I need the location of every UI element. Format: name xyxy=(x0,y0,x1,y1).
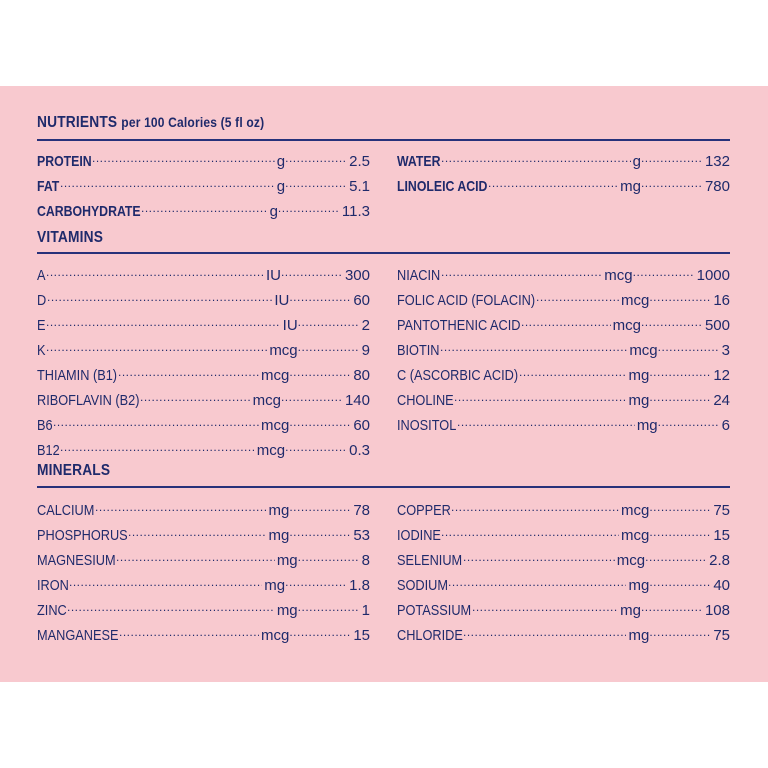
dot-leader xyxy=(440,335,627,355)
nutrient-unit: mcg xyxy=(604,267,633,284)
dot-leader xyxy=(641,310,703,330)
nutrient-value: 1000 xyxy=(696,267,730,284)
nutrient-row xyxy=(37,570,370,594)
nutrient-unit: mg xyxy=(276,602,298,619)
vitamins-rule xyxy=(37,252,730,254)
nutrient-name: CHOLINE xyxy=(397,392,454,409)
nutrient-name: INOSITOL xyxy=(397,417,457,434)
nutrient-value: 78 xyxy=(353,502,370,519)
nutrient-row xyxy=(397,146,730,170)
dot-leader xyxy=(298,335,360,355)
nutrient-unit: mg xyxy=(620,602,641,619)
nutrient-value: 132 xyxy=(704,153,730,170)
minerals-heading: MINERALS xyxy=(37,462,111,479)
dot-leader xyxy=(658,335,720,355)
dot-leader xyxy=(289,495,351,515)
dot-leader xyxy=(92,146,275,166)
dot-leader xyxy=(69,570,262,590)
dot-leader xyxy=(281,385,343,405)
nutrient-name: A xyxy=(37,267,46,284)
nutrient-name: D xyxy=(37,292,47,309)
dot-leader xyxy=(95,495,266,515)
dot-leader xyxy=(289,285,351,305)
nutrient-name: E xyxy=(37,317,46,334)
nutrient-unit: mg xyxy=(620,178,641,195)
nutrient-unit: mcg xyxy=(260,367,290,384)
dot-leader xyxy=(289,360,351,380)
nutrient-row xyxy=(37,335,370,359)
dot-leader xyxy=(536,285,619,305)
nutrient-value: 75 xyxy=(713,502,730,519)
nutrient-row xyxy=(37,146,370,170)
nutrients-title: NUTRIENTS xyxy=(37,114,118,131)
nutrient-row xyxy=(397,620,730,644)
dot-leader xyxy=(118,360,259,380)
nutrient-unit: mcg xyxy=(260,627,290,644)
nutrient-row xyxy=(37,310,370,334)
nutrient-value: 780 xyxy=(704,178,730,195)
vitamins-heading: VITAMINS xyxy=(37,229,104,246)
nutrient-name: IRON xyxy=(37,577,69,594)
dot-leader xyxy=(457,410,635,430)
dot-leader xyxy=(298,545,360,565)
nutrient-unit: mcg xyxy=(260,417,290,434)
nutrient-row xyxy=(37,285,370,309)
nutrient-value: 1.8 xyxy=(349,577,370,594)
nutrient-name: PROTEIN xyxy=(37,153,92,170)
nutrient-value: 2 xyxy=(361,317,370,334)
nutrient-value: 15 xyxy=(713,527,730,544)
nutrients-heading xyxy=(37,114,264,132)
dot-leader xyxy=(649,385,711,405)
dot-leader xyxy=(649,285,711,305)
nutrient-row xyxy=(37,520,370,544)
nutrient-unit: mg xyxy=(268,527,290,544)
nutrient-row xyxy=(37,620,370,644)
nutrient-name: BIOTIN xyxy=(397,342,440,359)
nutrient-row xyxy=(397,520,730,544)
nutrient-row xyxy=(37,260,370,284)
nutrient-name: RIBOFLAVIN (B2) xyxy=(37,392,140,409)
nutrient-row xyxy=(397,570,730,594)
dot-leader xyxy=(60,435,255,455)
nutrient-row xyxy=(37,171,370,195)
dot-leader xyxy=(454,385,626,405)
nutrient-name: CHLORIDE xyxy=(397,627,463,644)
dot-leader xyxy=(649,495,711,515)
nutrient-name: FOLIC ACID (FOLACIN) xyxy=(397,292,536,309)
nutrient-value: 300 xyxy=(344,267,370,284)
nutrient-row xyxy=(37,385,370,409)
nutrient-value: 80 xyxy=(353,367,370,384)
nutrient-row xyxy=(397,495,730,519)
dot-leader xyxy=(649,620,711,640)
dot-leader xyxy=(140,385,251,405)
nutrient-unit: g xyxy=(269,203,278,220)
nutrient-name: B12 xyxy=(37,442,60,459)
nutrient-unit: mg xyxy=(628,577,650,594)
nutrient-name: C (ASCORBIC ACID) xyxy=(397,367,519,384)
nutrient-unit: mcg xyxy=(620,527,650,544)
nutrient-value: 2.5 xyxy=(349,153,370,170)
dot-leader xyxy=(298,310,360,330)
nutrient-value: 108 xyxy=(704,602,730,619)
nutrient-name: NIACIN xyxy=(397,267,441,284)
nutrient-row xyxy=(397,545,730,569)
nutrient-row xyxy=(37,360,370,384)
dot-leader xyxy=(116,545,275,565)
nutrient-row xyxy=(397,360,730,384)
nutrient-unit: mcg xyxy=(252,392,281,409)
dot-leader xyxy=(521,310,611,330)
dot-leader xyxy=(141,196,268,216)
nutrient-unit: mg xyxy=(628,627,650,644)
nutrient-value: 6 xyxy=(721,417,730,434)
dot-leader xyxy=(53,410,259,430)
dot-leader xyxy=(451,495,619,515)
dot-leader xyxy=(289,520,351,540)
dot-leader xyxy=(60,171,275,191)
nutrient-name: SELENIUM xyxy=(397,552,463,569)
nutrient-value: 53 xyxy=(353,527,370,544)
nutrient-row xyxy=(37,495,370,519)
dot-leader xyxy=(285,171,347,191)
nutrient-name: IODINE xyxy=(397,527,441,544)
nutrient-unit: g xyxy=(276,153,286,170)
nutrient-unit: mg xyxy=(628,392,650,409)
nutrient-name: K xyxy=(37,342,46,359)
nutrient-name: B6 xyxy=(37,417,53,434)
nutrient-name: CARBOHYDRATE xyxy=(37,203,141,220)
dot-leader xyxy=(278,196,340,216)
dot-leader xyxy=(285,570,347,590)
nutrient-value: 140 xyxy=(344,392,370,409)
nutrient-value: 75 xyxy=(713,627,730,644)
dot-leader xyxy=(649,570,711,590)
nutrient-unit: mg xyxy=(268,502,290,519)
nutrient-row xyxy=(397,171,730,195)
nutrient-name: LINOLEIC ACID xyxy=(397,178,488,195)
nutrient-name: SODIUM xyxy=(397,577,448,594)
nutrient-value: 8 xyxy=(361,552,370,569)
nutrient-name: THIAMIN (B1) xyxy=(37,367,118,384)
nutrient-value: 5.1 xyxy=(349,178,370,195)
nutrient-unit: IU xyxy=(274,292,290,309)
nutrient-value: 2.8 xyxy=(709,552,730,569)
nutrient-name: ZINC xyxy=(37,602,67,619)
dot-leader xyxy=(285,146,347,166)
dot-leader xyxy=(649,520,711,540)
nutrient-row xyxy=(37,595,370,619)
nutrient-value: 12 xyxy=(713,367,730,384)
dot-leader xyxy=(441,146,631,166)
dot-leader xyxy=(641,146,703,166)
nutrient-row xyxy=(397,385,730,409)
nutrient-row xyxy=(397,260,730,284)
nutrient-name: CALCIUM xyxy=(37,502,95,519)
dot-leader xyxy=(46,310,281,330)
dot-leader xyxy=(119,620,259,640)
nutrient-row xyxy=(37,196,370,220)
dot-leader xyxy=(46,260,264,280)
dot-leader xyxy=(645,545,707,565)
dot-leader xyxy=(67,595,275,615)
nutrient-unit: mcg xyxy=(620,292,650,309)
dot-leader xyxy=(298,595,360,615)
nutrients-subtitle: per 100 Calories (5 fl oz) xyxy=(121,114,265,130)
dot-leader xyxy=(633,260,695,280)
nutrient-value: 16 xyxy=(713,292,730,309)
nutrient-row xyxy=(37,410,370,434)
nutrient-unit: mcg xyxy=(616,552,646,569)
nutrient-unit: mcg xyxy=(256,442,286,459)
nutrient-row xyxy=(37,545,370,569)
nutrient-unit: mcg xyxy=(612,317,641,334)
dot-leader xyxy=(519,360,626,380)
nutrient-name: MAGNESIUM xyxy=(37,552,116,569)
nutrient-value: 24 xyxy=(713,392,730,409)
dot-leader xyxy=(289,620,351,640)
nutrient-name: MANGANESE xyxy=(37,627,119,644)
nutrient-value: 15 xyxy=(353,627,370,644)
nutrient-row xyxy=(397,595,730,619)
dot-leader xyxy=(128,520,266,540)
nutrient-row xyxy=(37,435,370,459)
nutrient-unit: mcg xyxy=(620,502,650,519)
dot-leader xyxy=(641,595,703,615)
nutrient-value: 40 xyxy=(713,577,730,594)
nutrient-row xyxy=(397,335,730,359)
dot-leader xyxy=(472,595,618,615)
nutrient-unit: IU xyxy=(282,317,298,334)
nutrient-name: PHOSPHORUS xyxy=(37,527,128,544)
dot-leader xyxy=(281,260,343,280)
nutrient-value: 60 xyxy=(353,292,370,309)
nutrient-name: POTASSIUM xyxy=(397,602,472,619)
nutrient-value: 60 xyxy=(353,417,370,434)
nutrient-unit: mcg xyxy=(629,342,658,359)
dot-leader xyxy=(289,410,351,430)
minerals-rule xyxy=(37,486,730,488)
nutrient-unit: IU xyxy=(265,267,281,284)
dot-leader xyxy=(488,171,618,191)
nutrient-unit: mg xyxy=(636,417,658,434)
dot-leader xyxy=(46,335,267,355)
nutrient-value: 11.3 xyxy=(341,203,370,220)
nutrient-row xyxy=(397,310,730,334)
dot-leader xyxy=(641,171,703,191)
dot-leader xyxy=(441,260,602,280)
nutrient-name: WATER xyxy=(397,153,441,170)
nutrient-unit: g xyxy=(276,178,286,195)
dot-leader xyxy=(47,285,272,305)
nutrient-unit: g xyxy=(632,153,641,170)
nutrient-unit: mg xyxy=(264,577,286,594)
nutrient-row xyxy=(397,285,730,309)
nutrient-value: 500 xyxy=(704,317,730,334)
nutrient-row xyxy=(397,410,730,434)
nutrient-unit: mcg xyxy=(269,342,298,359)
nutrient-value: 9 xyxy=(361,342,370,359)
dot-leader xyxy=(658,410,720,430)
dot-leader xyxy=(463,620,626,640)
dot-leader xyxy=(463,545,615,565)
nutrient-name: FAT xyxy=(37,178,60,195)
nutrient-name: PANTOTHENIC ACID xyxy=(397,317,521,334)
dot-leader xyxy=(285,435,347,455)
nutrient-value: 3 xyxy=(721,342,730,359)
nutrient-value: 0.3 xyxy=(349,442,370,459)
nutrient-unit: mg xyxy=(276,552,298,569)
nutrient-unit: mg xyxy=(628,367,650,384)
nutrient-value: 1 xyxy=(361,602,370,619)
nutrients-rule xyxy=(37,139,730,141)
dot-leader xyxy=(649,360,711,380)
dot-leader xyxy=(441,520,619,540)
dot-leader xyxy=(448,570,626,590)
nutrient-name: COPPER xyxy=(397,502,451,519)
